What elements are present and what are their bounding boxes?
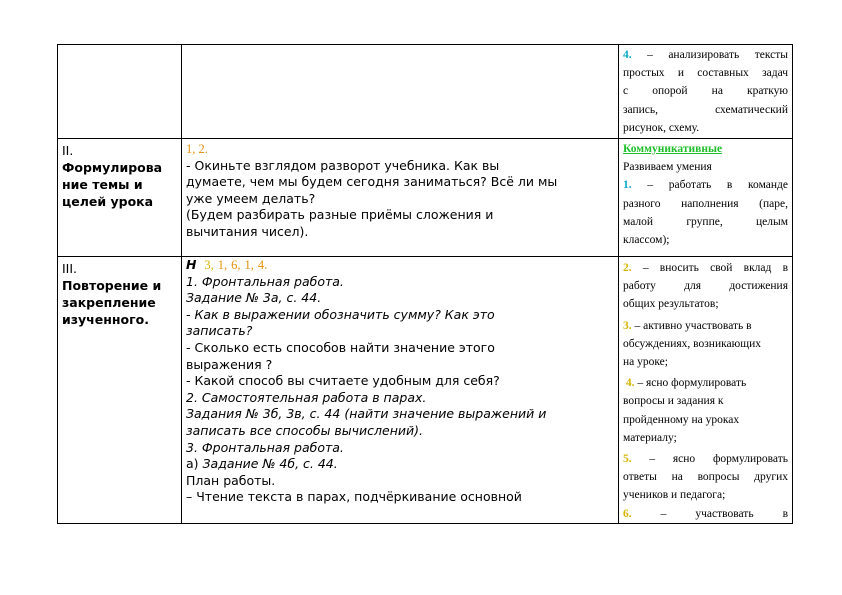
- content-cell: [182, 257, 619, 524]
- uud-line: с опорой на краткую: [623, 85, 788, 98]
- uud-item: 6. – участвовать в: [623, 507, 788, 520]
- uud-item: 2. – вносить свой вклад в работу для достижения общих результатов;: [623, 262, 788, 311]
- lesson-plan-sheet: [57, 44, 793, 524]
- content-line: выражения ?: [186, 356, 273, 372]
- uud-line: запись, схематический: [623, 103, 788, 116]
- content-line: думаете, чем мы будем сегодня заниматься? Всё ли мы: [186, 174, 558, 190]
- content-line: 3. Фронтальная работа.: [186, 439, 344, 455]
- content-line: - Какой способ вы считаете удобным для себя?: [186, 373, 500, 389]
- content-line: План работы.: [186, 472, 276, 488]
- content-cell: [182, 139, 619, 257]
- uud-heading: Коммуникативные: [623, 143, 723, 155]
- stage-title-line: ние темы и: [62, 177, 143, 192]
- content-cell-empty: [182, 45, 619, 139]
- table-row-continuation: [58, 45, 793, 139]
- table-row-stage-2: [58, 139, 793, 257]
- uud-line: 1. – работать в команде: [623, 179, 788, 192]
- uud-marks: Н 3, 1, 6, 1, 4.: [186, 257, 268, 272]
- table-row-stage-3: [58, 257, 793, 524]
- content-line: записать все способы вычислений).: [186, 422, 423, 438]
- content-line: 1. Фронтальная работа.: [186, 273, 344, 289]
- uud-item: 4. – ясно формулировать вопросы и задания к пройденному на уроках материалу;: [623, 377, 747, 444]
- stage-cell: [58, 139, 182, 257]
- content-line: 2. Самостоятельная работа в парах.: [186, 389, 427, 405]
- content-line: вычитания чисел).: [186, 223, 309, 239]
- content-line: уже умеем делать?: [186, 190, 316, 206]
- uud-cell-continuation: [619, 45, 793, 139]
- stage-title-line: целей урока: [62, 194, 154, 209]
- content-line: - Сколько есть способов найти значение этого: [186, 339, 495, 355]
- uud-cell: [619, 257, 793, 524]
- uud-line: разного наполнения (паре,: [623, 197, 788, 210]
- content-line: а) Задание № 4б, с. 44.: [186, 456, 338, 472]
- uud-item: 5. – ясно формулировать ответы на вопросы других учеников и педагога;: [623, 453, 788, 502]
- content-line: - Как в выражении обозначить сумму? Как это: [186, 306, 495, 322]
- content-line: Задание № 3а, с. 44.: [186, 290, 322, 306]
- stage-title-line: закрепление: [62, 295, 156, 310]
- stage-title-line: изученного.: [62, 312, 149, 327]
- stage-cell-empty: [58, 45, 182, 139]
- uud-line: рисунок, схему.: [623, 121, 700, 134]
- uud-item: 3. – активно участвовать в обсуждениях, возникающих на уроке;: [623, 319, 761, 369]
- stage-number: II.: [62, 143, 74, 158]
- stage-title-line: Формулирова: [62, 160, 163, 175]
- uud-subheading: Развиваем умения: [623, 161, 712, 174]
- lesson-plan-table: [57, 44, 793, 524]
- content-line: записать?: [186, 323, 253, 339]
- uud-line: простых и составных задач: [623, 67, 788, 80]
- stage-number: III.: [62, 261, 78, 276]
- uud-line: 4. – анализировать тексты: [623, 49, 788, 61]
- stage-cell: [58, 257, 182, 524]
- content-line: - Окиньте взглядом разворот учебника. Как вы: [186, 157, 500, 173]
- stage-title-line: Повторение и: [62, 278, 162, 293]
- content-line: – Чтение текста в парах, подчёркивание основной: [186, 489, 522, 505]
- uud-cell: [619, 139, 793, 257]
- uud-marks: 1, 2.: [186, 142, 208, 156]
- content-line: (Будем разбирать разные приёмы сложения и: [186, 207, 494, 223]
- uud-line: классом);: [623, 234, 670, 247]
- uud-line: малой группе, целым: [623, 215, 788, 228]
- content-line: Задания № 3б, 3в, с. 44 (найти значение выражений и: [186, 406, 547, 422]
